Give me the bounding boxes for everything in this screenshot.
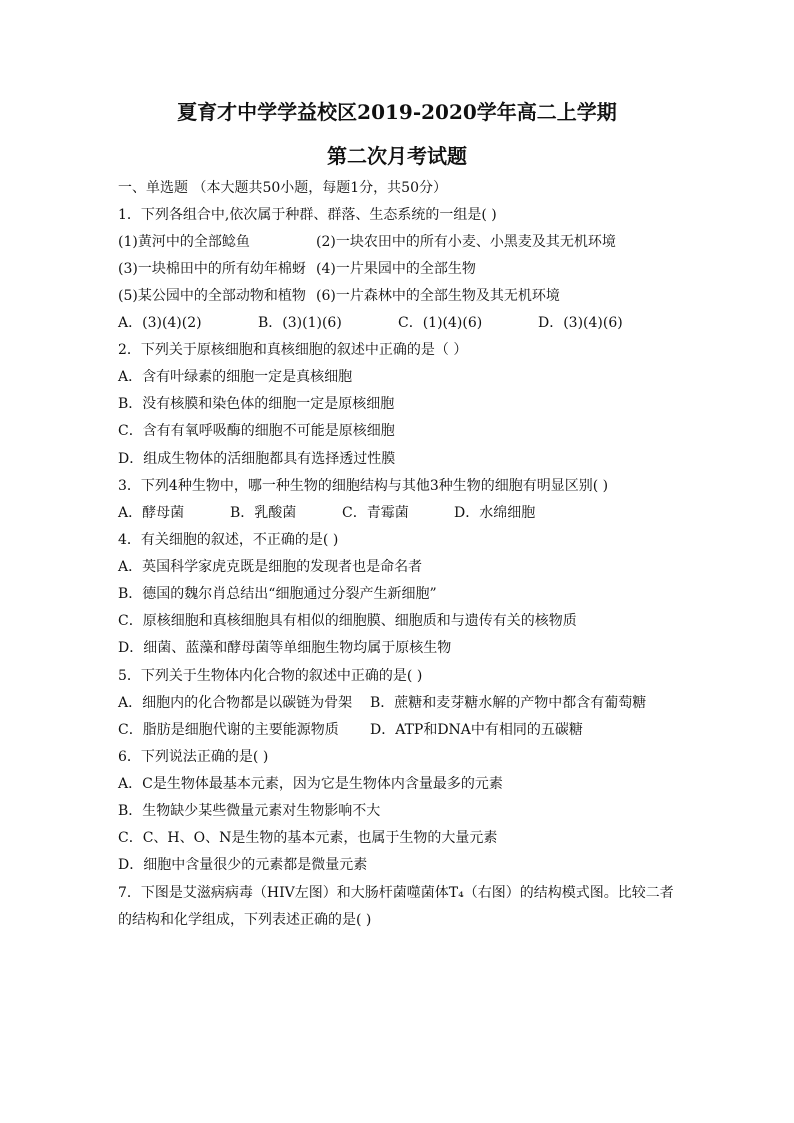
question-1-option-c: C．(1)(4)(6): [398, 315, 483, 331]
question-3-option-c: C．青霉菌: [342, 505, 409, 521]
question-3-option-a: A．酵母菌: [118, 505, 185, 521]
question-5-option-d: D．ATP和DNA中有相同的五碳糖: [370, 722, 583, 738]
question-1-option-b: B．(3)(1)(6): [258, 315, 342, 331]
question-4-option-c: C．原核细胞和真核细胞具有相似的细胞膜、细胞质和与遗传有关的核物质: [118, 613, 577, 629]
question-4-option-b: B．德国的魏尔肖总结出“细胞通过分裂产生新细胞”: [118, 586, 437, 602]
question-2-option-b: B．没有核膜和染色体的细胞一定是原核细胞: [118, 396, 395, 412]
question-4-option-a: A．英国科学家虎克既是细胞的发现者也是命名者: [118, 559, 423, 575]
question-5-option-b: B．蔗糖和麦芽糖水解的产物中都含有葡萄糖: [370, 695, 647, 711]
exam-subtitle: 第二次月考试题: [327, 144, 467, 168]
question-6-option-c: C．C、H、O、N是生物的基本元素，也属于生物的大量元素: [118, 830, 498, 846]
question-6-stem: 6．下列说法正确的是( ): [118, 749, 269, 765]
question-2-option-d: D．组成生物体的活细胞都具有选择透过性膜: [118, 451, 396, 467]
question-5-stem: 5．下列关于生物体内化合物的叙述中正确的是( ): [118, 668, 423, 684]
question-1-item-6: (6)一片森林中的全部生物及其无机环境: [316, 288, 560, 304]
question-5-option-a: A．细胞内的化合物都是以碳链为骨架: [118, 695, 353, 711]
question-1-option-a: A．(3)(4)(2): [118, 315, 202, 331]
question-3-stem: 3．下列4种生物中，哪一种生物的细胞结构与其他3种生物的细胞有明显区别( ): [118, 478, 609, 494]
question-1-option-d: D．(3)(4)(6): [538, 315, 623, 331]
question-1-item-2: (2)一块农田中的所有小麦、小黑麦及其无机环境: [316, 234, 616, 250]
question-5-option-c: C．脂肪是细胞代谢的主要能源物质: [118, 722, 339, 738]
question-4-stem: 4．有关细胞的叙述，不正确的是( ): [118, 532, 339, 548]
section-heading: 一、单选题 （本大题共50小题，每题1分，共50分）: [118, 180, 447, 196]
question-4-option-d: D．细菌、蓝藻和酵母菌等单细胞生物均属于原核生物: [118, 640, 452, 656]
question-1-item-1: (1)黄河中的全部鲶鱼: [118, 234, 250, 250]
question-1-stem: 1．下列各组合中,依次属于种群、群落、生态系统的一组是( ): [118, 207, 497, 223]
question-3-option-b: B．乳酸菌: [230, 505, 297, 521]
question-7-stem-line-1: 7．下图是艾滋病病毒（HIV左图）和大肠杆菌噬菌体T₄（右图）的结构模式图。比较二者: [118, 885, 674, 901]
question-7-stem-line-2: 的结构和化学组成，下列表述正确的是( ): [118, 912, 372, 928]
question-6-option-b: B．生物缺少某些微量元素对生物影响不大: [118, 803, 381, 819]
question-2-stem: 2．下列关于原核细胞和真核细胞的叙述中正确的是（ ）: [118, 342, 468, 358]
question-3-option-d: D．水绵细胞: [454, 505, 536, 521]
question-1-item-3: (3)一块棉田中的所有幼年棉蚜: [118, 261, 306, 277]
question-2-option-c: C．含有有氧呼吸酶的细胞不可能是原核细胞: [118, 423, 395, 439]
question-1-item-5: (5)某公园中的全部动物和植物: [118, 288, 306, 304]
question-1-item-4: (4)一片果园中的全部生物: [316, 261, 476, 277]
question-2-option-a: A．含有叶绿素的细胞一定是真核细胞: [118, 369, 353, 385]
question-6-option-a: A．C是生物体最基本元素，因为它是生物体内含量最多的元素: [118, 776, 503, 792]
exam-title: 夏育才中学学益校区2019-2020学年高二上学期: [177, 100, 617, 124]
question-6-option-d: D．细胞中含量很少的元素都是微量元素: [118, 857, 368, 873]
